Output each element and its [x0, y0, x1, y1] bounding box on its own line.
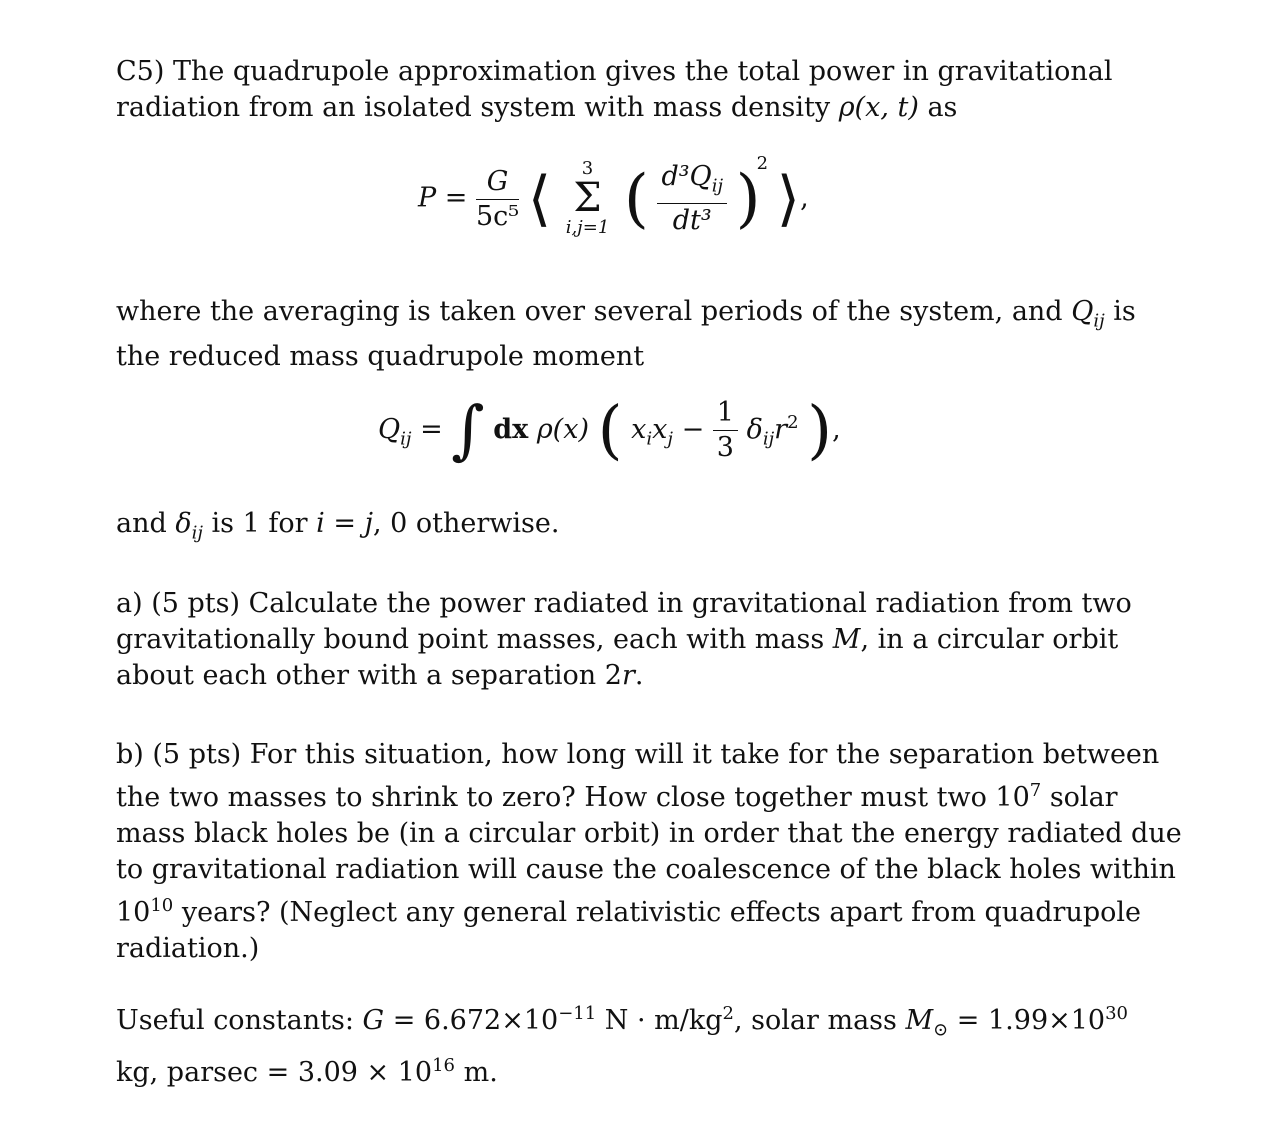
delta-line-a: and [116, 508, 176, 539]
part-a-line-2 [116, 622, 1119, 658]
rho-symbol: ρ(x, t) [838, 92, 919, 123]
mass-m-symbol: M [832, 624, 861, 655]
parsec-value: kg, parsec = 3.09 × 10 [116, 1057, 433, 1089]
sep-r-symbol: r [621, 660, 635, 691]
part-b-line-5 [116, 888, 1142, 931]
delta-paragraph [116, 506, 1101, 551]
delta-symbol: δ [746, 414, 763, 445]
q-lhs: Q [378, 414, 401, 445]
msun-exponent: 30 [1105, 1003, 1129, 1024]
q-right-paren: ) [807, 393, 833, 468]
sum-upper-limit: 3 [581, 158, 594, 180]
integral-icon: ∫ [451, 393, 485, 468]
intro-line-2 [116, 90, 1101, 126]
minus-sign: − [681, 414, 705, 445]
part-a-line-3-tail: . [634, 660, 644, 691]
delta-line-eq: = [324, 508, 365, 539]
g-value: = 6.672×10 [384, 1005, 559, 1036]
parsec-unit: m. [455, 1057, 498, 1089]
g-exponent: −11 [558, 1003, 597, 1024]
sigma-icon: Σ [573, 175, 602, 222]
part-b-paragraph [116, 737, 1182, 967]
dx-term: dx [493, 414, 529, 445]
part-b-line-1: b) (5 pts) For this situation, how long will it take for the separation between [116, 739, 1160, 770]
part-b-line-3: mass black holes be (in a circular orbit) in order that the energy radiated due [116, 818, 1182, 849]
power-equation [418, 152, 809, 239]
part-b-line-4: to gravitational radiation will cause the coalescence of the black holes within [116, 854, 1176, 885]
sun-icon: ⊙ [933, 1019, 949, 1041]
constants-line-1 [116, 996, 1129, 1048]
sum-lower-limit: i,j=1 [565, 217, 610, 239]
part-b-line-5-tail: years? (Neglect any general relativistic effects apart from quadrupole [173, 897, 1142, 928]
q-symbol: Q [1071, 296, 1094, 327]
q-equals: = [420, 414, 443, 445]
one-third [713, 396, 738, 465]
mid-line-1 [116, 294, 1136, 339]
mid-line-1-tail: is [1104, 296, 1136, 327]
intro-line-2-text: radiation from an isolated system with mass density [116, 92, 839, 123]
intro-line-2-tail: as [918, 92, 958, 123]
solar-mass-label: , solar mass [733, 1005, 906, 1036]
delta-line-c: , 0 otherwise. [372, 508, 560, 539]
x-i-sub: i [646, 428, 653, 450]
part-a-line-2-text: gravitationally bound point masses, each with mass [116, 624, 833, 655]
ten-seven-exponent: 7 [1029, 780, 1042, 801]
delta-line-sub: ij [191, 522, 203, 544]
q-lhs-sub: ij [400, 428, 412, 450]
right-paren: ) [735, 162, 761, 237]
sum-symbol [566, 160, 610, 238]
x-i: x [631, 414, 647, 445]
intro-line-1: C5) The quadrupole approximation gives the total power in gravitational [116, 56, 1113, 87]
part-a-line-2-tail: , in a circular orbit [860, 624, 1119, 655]
delta-line-j: j [364, 508, 373, 539]
q-eq-comma: , [832, 414, 841, 445]
left-angle-bracket: ⟨ [527, 164, 552, 235]
x-j-sub: j [667, 428, 673, 450]
g-constant-symbol: G [362, 1005, 385, 1036]
quadrupole-equation [378, 393, 841, 468]
left-paren: ( [623, 162, 649, 237]
d3q-text: d³Q [661, 161, 712, 192]
right-angle-bracket: ⟩ [776, 164, 801, 235]
part-a-line-3 [116, 658, 1101, 694]
x-j: x [652, 414, 668, 445]
third-numerator: 1 [713, 396, 738, 431]
part-b-line-5-text: 10 [116, 897, 151, 928]
parsec-exponent: 16 [432, 1055, 456, 1077]
mid-line-1-text: where the averaging is taken over several periods of the system, and [116, 296, 1072, 327]
kg-exponent: 2 [722, 1003, 734, 1024]
power-eq-comma: , [800, 182, 809, 214]
rho-x-term: ρ(x) [536, 414, 589, 445]
third-derivative-fraction [657, 160, 727, 238]
q-left-paren: ( [597, 393, 623, 468]
part-b-line-2-text: the two masses to shrink to zero? How close together must two 10 [116, 782, 1030, 813]
r-symbol: r [774, 414, 788, 445]
derivative-denominator: dt³ [672, 205, 712, 237]
part-b-line-2-tail: solar [1041, 782, 1118, 813]
q-subscript: ij [711, 175, 724, 197]
delta-sub: ij [762, 428, 775, 450]
msun-symbol: M [905, 1005, 934, 1036]
q-sub: ij [1093, 310, 1105, 332]
g-over-5c5 [476, 165, 519, 234]
delta-line [116, 506, 1101, 551]
power-lhs: P = [418, 182, 468, 214]
part-a-line-3-text: about each other with a separation 2 [116, 660, 622, 691]
part-b-line-6: radiation.) [116, 933, 260, 964]
delta-line-b: is 1 for [202, 508, 317, 539]
mid-paragraph [116, 294, 1136, 375]
delta-line-delta: δ [175, 508, 192, 539]
frac-numerator: G [476, 165, 519, 200]
constants-label: Useful constants: [116, 1005, 363, 1036]
delta-line-i: i [316, 508, 325, 539]
third-denominator: 3 [716, 432, 734, 463]
square-exponent: 2 [756, 152, 769, 174]
ten-ten-exponent: 10 [150, 895, 174, 916]
constants-paragraph [116, 996, 1129, 1091]
part-b-line-2 [116, 773, 1118, 816]
part-a-line-1: a) (5 pts) Calculate the power radiated in gravitational radiation from two [116, 588, 1132, 619]
g-units: N · m/kg [596, 1005, 723, 1036]
mid-line-2: the reduced mass quadrupole moment [116, 341, 645, 373]
part-a-paragraph [116, 586, 1132, 694]
msun-value: = 1.99×10 [948, 1005, 1106, 1036]
constants-line-2 [116, 1048, 1101, 1091]
intro-paragraph [116, 54, 1113, 126]
frac-denominator: 5c⁵ [475, 200, 520, 232]
derivative-numerator [657, 160, 727, 204]
r-exponent: 2 [787, 412, 799, 433]
